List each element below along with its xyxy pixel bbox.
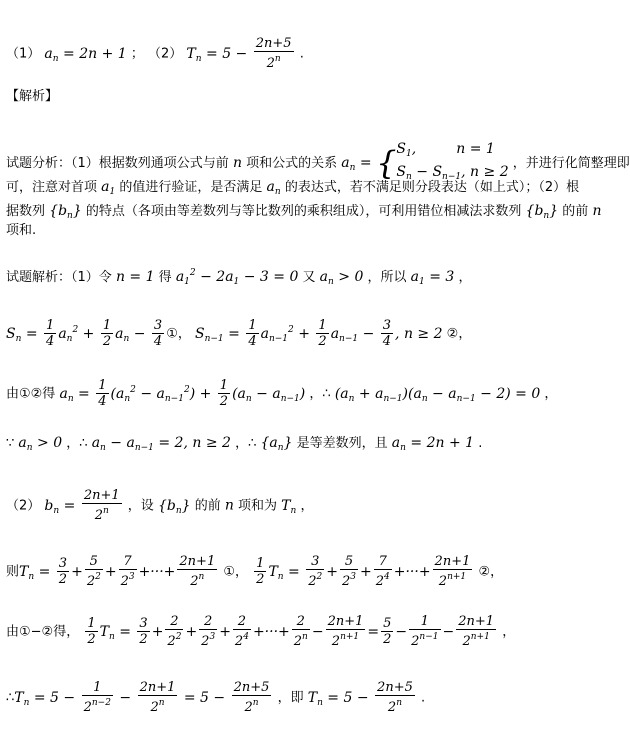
formula: $a_n = 2n + 1$: [391, 435, 475, 453]
solution-text: ，: [300, 498, 314, 514]
answer-part2-formula: $T_n = 5$ − $\frac{2n+5}{2^n}$: [186, 36, 292, 71]
formula: $b_n$ = $\frac{2n+1}{2^n}$: [44, 488, 120, 523]
formula: $a_n > 0$: [319, 269, 364, 287]
solution-text: 的前: [194, 498, 221, 514]
solution-line-7: [6, 614, 515, 649]
analysis-text: 的前: [562, 204, 589, 219]
solution-text: ②，: [478, 564, 504, 580]
var-n: n: [232, 155, 242, 171]
formula: $T_n$ = $\frac{3}{2}$ + $\frac{5}{2^2}$ + $\frac{7}{2^3}$ +···+ $\frac{2n+1}{2^n}$: [19, 554, 216, 589]
solution-text: ，: [502, 624, 516, 640]
formula: $(a_n + a_{n-1})(a_n - a_{n-1} - 2) = 0$: [334, 385, 541, 404]
solution-label: 试题解析：: [6, 270, 72, 285]
solution-text: 得: [158, 270, 172, 285]
formula: $a_1^2 - 2a_1 - 3 = 0$: [175, 268, 299, 287]
formula: $S_{n-1}$ = $\frac{1}{4}$ $a_{n-1}^2$ + $\frac{1}{2}$ $a_{n-1}$ − $\frac{3}{4}$ , n ≥ 2: [195, 318, 443, 349]
solution-line-3: [6, 378, 557, 409]
solution-text: 则: [6, 564, 20, 580]
solution-text: ，所以: [367, 270, 407, 285]
formula: $\frac{1}{2}$ $T_n$ = $\frac{3}{2^2}$ + $\frac{5}{2^3}$ + $\frac{7}{2^4}$ +···+ $\frac{2n+1}{2^{n+1}}$: [256, 554, 471, 589]
solution-line-4: [6, 434, 482, 457]
formula: $a_n > 0$: [18, 435, 63, 453]
answer-end: .: [299, 46, 304, 62]
solution-text: 项和为: [238, 498, 278, 514]
solution-text: （1）令: [71, 270, 112, 285]
formula: $a_1 = 3$: [410, 269, 455, 287]
formula: $T_n = 5$ − $\frac{1}{2^{n-2}}$ − $\frac{2n+1}{2^n}$ = 5 − $\frac{2n+5}{2^n}$: [14, 680, 270, 715]
analysis-text: 项和.: [6, 223, 37, 238]
solution-text: 是等差数列，且: [296, 436, 388, 451]
formula: $a_n - a_{n-1} = 2$, n ≥ 2: [91, 435, 231, 453]
analysis-text: 的值进行验证，是否满足: [119, 180, 263, 195]
var-n: n: [224, 497, 234, 514]
answer-part1-label: （1）: [6, 46, 41, 62]
solution-line-1: [6, 264, 471, 291]
solution-text: ②，: [446, 326, 472, 342]
solution-text: ，∴: [235, 436, 257, 451]
var-tn: $T_n$: [281, 497, 297, 516]
analysis-text: 项和公式的关系: [246, 156, 338, 171]
var-an: $a_n$: [266, 179, 281, 197]
cases-formula: $a_n$ = { $S_1$, n = 1 $S_n - S_{n-1}$, n ≥ 2: [341, 141, 509, 182]
solution-text: ∵: [6, 436, 15, 451]
solution-text: 由①−②得，: [6, 624, 80, 640]
analysis-text: 的表达式，若不满足则分段表达（如上式）；（2）根: [284, 180, 580, 195]
analysis-text: 的特点（各项由等差数列与等比数列的乘积组成），可利用错位相减法求数列: [85, 204, 522, 219]
analysis-text: （1）根据数列通项公式与前: [71, 156, 229, 171]
solution-line-2: [6, 318, 471, 349]
seq-bn: $\{b_n\}$: [157, 497, 191, 516]
analysis-line-3: [6, 202, 601, 225]
answer-part2-label: （2）: [148, 46, 183, 62]
solution-text: .: [421, 690, 426, 706]
seq-an: $\{a_n\}$: [260, 435, 293, 453]
solution-text: 由①②得: [6, 386, 56, 402]
var-n: n: [592, 203, 602, 219]
formula: $a_n$ = $\frac{1}{4}$ $(a_n^2 - a_{n-1}^2)$ + $\frac{1}{2}$ $(a_n - a_{n-1})$: [59, 378, 306, 409]
analysis-line-2: [6, 178, 579, 201]
answer-line: [6, 36, 304, 71]
analysis-text: ，并进行化简整理即: [512, 156, 630, 171]
solution-text: ，设: [127, 498, 154, 514]
solution-line-5: [6, 488, 313, 523]
formula: $\frac{1}{2}$ $T_n$ = $\frac{3}{2}$ + $\frac{2}{2^2}$ + $\frac{2}{2^3}$ + $\frac{2}{2^4}$ +···+ $\frac{2}{2^n}$ − $\frac{2n+1}{2^{n+1}}$ = $\frac{5}{2}$ − $\frac{1}{2^{n-1}}$ − $\frac{2n+1}{2^{n+1}}$: [87, 614, 495, 649]
solution-text: ①，: [166, 326, 191, 342]
analysis-line-4: [6, 222, 36, 240]
solution-text: ，: [544, 386, 558, 402]
analysis-text: 可，注意对首项: [6, 180, 98, 195]
section-title: 【解析】: [6, 89, 59, 104]
formula: $S_n$ = $\frac{1}{4}$ $a_n^2$ + $\frac{1}{2}$ $a_n$ − $\frac{3}{4}$: [6, 318, 163, 349]
answer-part1-formula: $a_n = 2n + 1$: [44, 45, 127, 64]
solution-text: ，∴: [309, 386, 331, 402]
solution-text: ①，: [223, 564, 249, 580]
analysis-text: 据数列: [6, 204, 46, 219]
formula: $T_n = 5$ − $\frac{2n+5}{2^n}$: [307, 680, 413, 715]
seq-bn: $\{b_n\}$: [525, 203, 559, 221]
formula: n = 1: [115, 269, 155, 285]
analysis-label: 试题分析：: [6, 156, 72, 171]
var-a1: $a_1$: [101, 179, 116, 197]
solution-text: ，∴: [66, 436, 88, 451]
solution-line-8: [6, 680, 425, 715]
solution-text: ，: [458, 270, 472, 285]
solution-text: ，即: [277, 690, 304, 706]
solution-text: .: [478, 436, 483, 451]
solution-text: ∴: [6, 690, 15, 706]
solution-line-6: [6, 554, 503, 589]
answer-separator: ；: [130, 46, 144, 62]
solution-text: （2）: [6, 498, 41, 514]
solution-text: 又: [302, 270, 316, 285]
seq-bn: $\{b_n\}$: [49, 203, 82, 221]
